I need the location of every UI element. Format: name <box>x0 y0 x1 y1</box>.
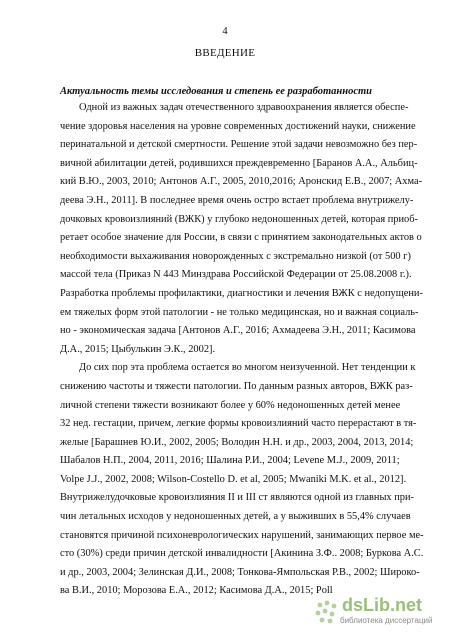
text-line: ретает особое значение для России, в связи с принятием законодательных актов о <box>60 232 422 244</box>
text-line: Разработка проблемы профилактики, диагностики и лечения ВЖК с недопущени- <box>60 287 423 299</box>
text-line: перинатальной и детской смертности. Решение этой задачи невозможно без пер- <box>60 139 418 151</box>
text-line: дочковых кровоизлияний (ВЖК) у глубоко недоношенных детей, которая приоб- <box>60 213 418 225</box>
text-line: необходимости выхаживания новорожденных с экстремально низкой (от 500 г) <box>60 250 411 262</box>
dslib-logo-icon <box>312 597 342 627</box>
text-line: массой тела (Приказ N 443 Минздрава Российской Федерации от 25.08.2008 г.). <box>60 269 412 281</box>
text-line: вичной абилитации детей, родившихся преждевременно [Баранов А.А., Альбиц- <box>60 157 418 169</box>
section-heading: Актуальность темы исследования и степень ее разработанности <box>60 86 372 97</box>
text-line: Volpe J.J., 2002, 2008; Wilson-Costello D. et al, 2005; Mwaniki M.K. et al., 2012]. <box>60 473 407 485</box>
text-line: Д.А., 2015; Цыбулькин Э.К., 2002]. <box>60 343 216 355</box>
text-line: чин летальных исходов у недоношенных детей, а у выживших в 55,4% случаев <box>60 511 411 523</box>
text-line: 32 нед. гестации, причем, легкие формы кровоизлияний часто перерастают в тя- <box>60 418 417 430</box>
text-line: деева Э.Н., 2011]. В последнее время очень остро встает проблема внутрижелу- <box>60 194 414 206</box>
text-line: сто (30%) среди причин детской инвалидности [Акинина З.Ф.. 2008; Буркова А.С. <box>60 548 424 560</box>
body-text <box>60 99 424 601</box>
text-line: Одной из важных задач отечественного здравоохранения является обеспе- <box>79 102 409 113</box>
text-line: ва В.И., 2010; Морозова Е.А., 2012; Касимова Д.А., 2015; Poll <box>60 585 333 597</box>
text-line: желые [Барашнев Ю.И., 2002, 2005; Володин Н.Н. и др., 2003, 2004, 2013, 2014; <box>60 436 414 448</box>
text-line: Шабалов Н.П., 2004, 2011, 2016; Шалина Р.И., 2004; Levene M.J., 2009, 2011; <box>60 455 400 467</box>
page-title: ВВЕДЕНИЕ <box>194 47 256 59</box>
watermark-logo-text: dsLib.net <box>342 595 422 615</box>
text-line: снижению частоты и тяжести патологии. По данным разных авторов, ВЖК раз- <box>60 380 413 392</box>
text-line: становятся причиной психоневрологических нарушений, занимающих первое ме- <box>60 529 424 541</box>
text-line: и др., 2003, 2004; Зелинская Д.И., 2008; Тонкова-Ямпольская Р.В., 2002; Широко- <box>60 566 420 578</box>
page-number: 4 <box>222 26 228 37</box>
text-line: ем тяжелых форм этой патологии - не только медицинская, но и важная социаль- <box>60 306 419 318</box>
watermark-subtitle: библиотека диссертаций <box>340 616 433 625</box>
text-line: Внутрижелудочковые кровоизлияния II и III ст являются одной из главных при- <box>60 492 415 504</box>
text-line: но - экономическая задача [Антонов А.Г., 2016; Ахмадеева Э.Н., 2011; Касимова <box>60 325 416 337</box>
text-line: кий В.Ю., 2003, 2010; Антонов А.Г., 2005, 2010,2016; Аронскид Е.В., 2007; Ахма- <box>60 176 423 188</box>
watermark <box>312 595 432 629</box>
text-line: До сих пор эта проблема остается во многом неизученной. Нет тенденции к <box>79 362 416 374</box>
text-line: личной степени тяжести возникают более у 60% недоношенных детей менее <box>60 399 401 411</box>
text-line: чение здоровья населения на уровне современных достижений науки, снижение <box>60 120 416 132</box>
